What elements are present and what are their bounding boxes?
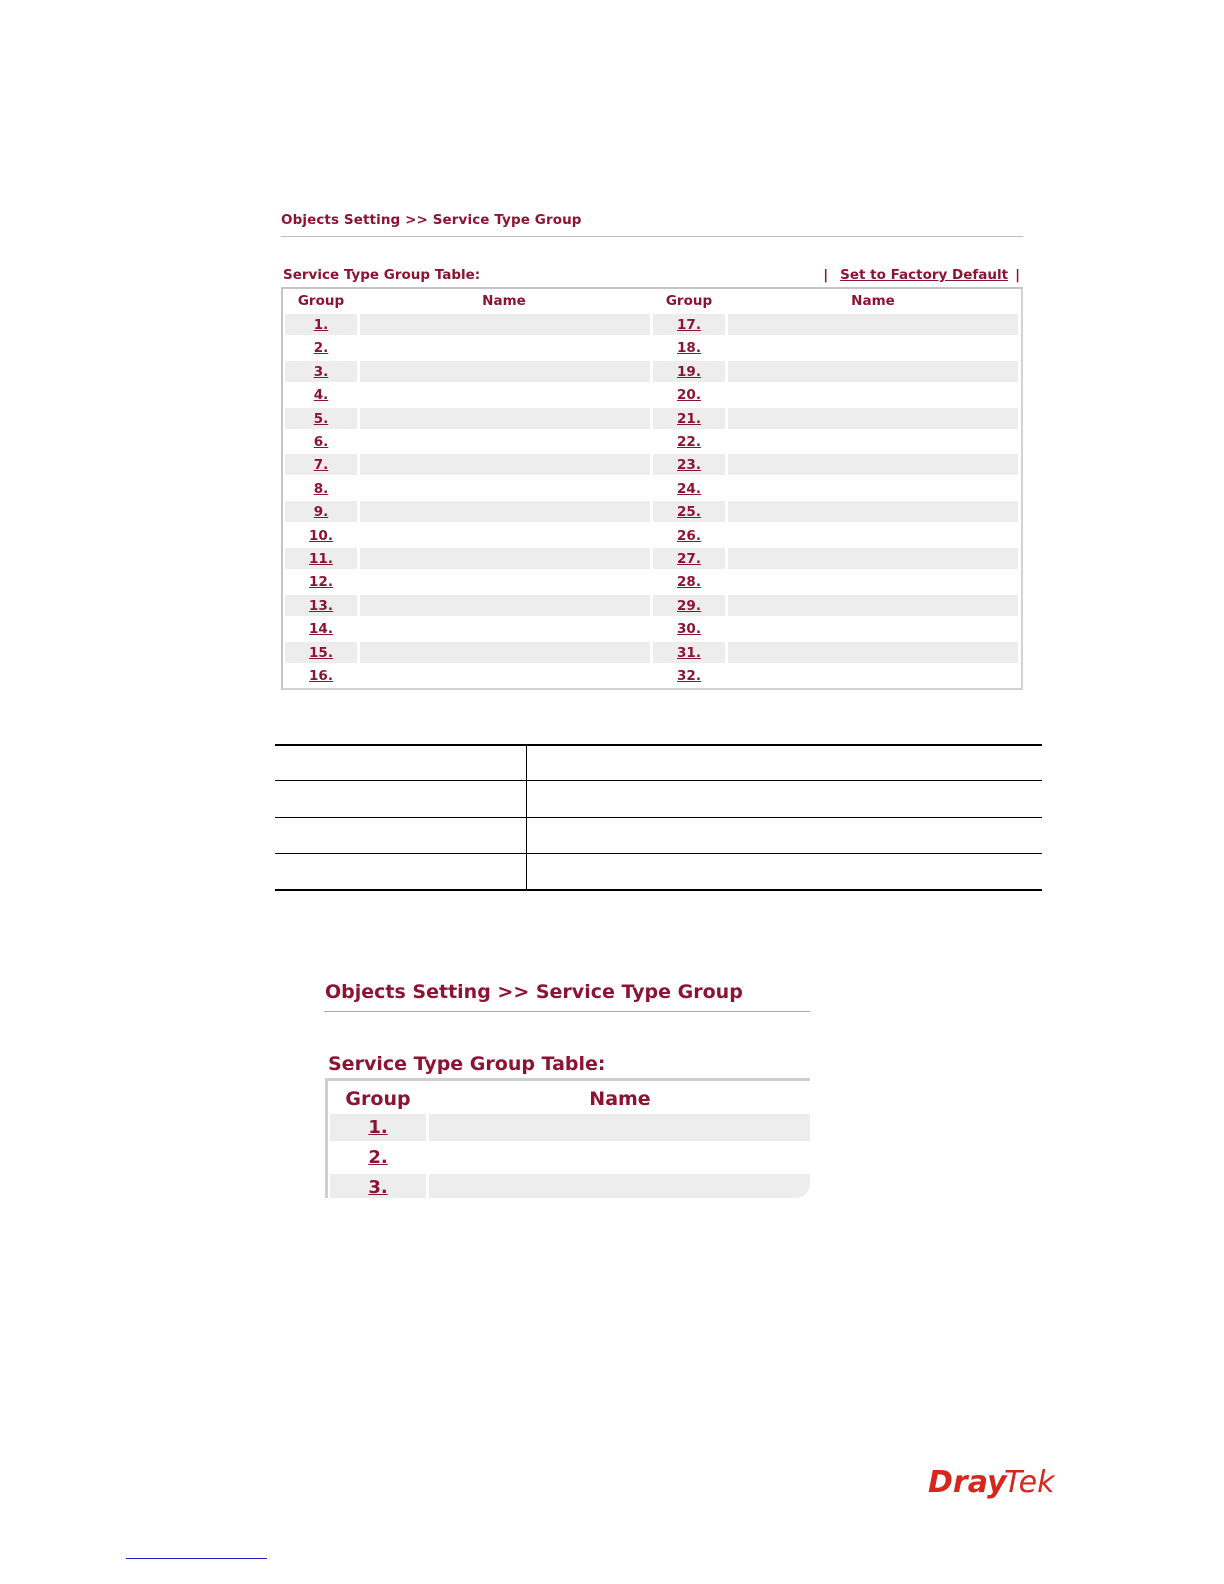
table-row-group-cell — [285, 454, 357, 475]
table-row-group-cell — [653, 314, 725, 335]
column-header-group: Group — [297, 293, 345, 309]
group-link[interactable]: 1. — [313, 316, 329, 333]
table-row-group-cell — [285, 501, 357, 522]
zoom-service-type-group-table — [325, 1078, 810, 1198]
table-row-group-cell — [653, 618, 725, 639]
table-row-group-cell — [285, 431, 357, 452]
table-row-name-cell — [728, 454, 1018, 475]
table-row-group-cell — [653, 478, 725, 499]
table-row-group-cell — [285, 337, 357, 358]
group-link[interactable]: 6. — [313, 433, 329, 450]
table-row-name-cell — [360, 642, 650, 663]
table-row-name-cell — [728, 478, 1018, 499]
table-row-name-cell — [728, 548, 1018, 569]
group-link[interactable]: 5. — [313, 410, 329, 427]
table-row-name-cell — [360, 665, 650, 686]
table-row-group-cell — [285, 384, 357, 405]
table-row-name-cell — [728, 665, 1018, 686]
footer-link-underline — [126, 1558, 267, 1559]
table-row-group-cell — [653, 361, 725, 382]
column-header-group: Group — [665, 293, 713, 309]
table-row-group-cell — [653, 665, 725, 686]
table-row-name-cell — [728, 361, 1018, 382]
logo-text-tek: Tek — [1004, 1465, 1055, 1500]
separator: | — [1015, 267, 1020, 283]
separator: | — [823, 267, 829, 283]
group-link[interactable]: 3. — [313, 363, 329, 380]
zoom-page-title: Objects Setting >> Service Type Group — [325, 981, 743, 1003]
table-row-name-cell — [360, 431, 650, 452]
zoom-table-row-group-cell — [330, 1144, 426, 1171]
table-row-name-cell — [728, 618, 1018, 639]
table-row-group-cell — [653, 501, 725, 522]
table-rule — [275, 817, 1042, 818]
zoom-table-row-group-cell — [330, 1114, 426, 1141]
table-row-name-cell — [728, 595, 1018, 616]
group-link[interactable]: 32. — [677, 667, 701, 684]
table-rule — [275, 744, 1042, 746]
group-link[interactable]: 21. — [677, 410, 701, 427]
table-row-name-cell — [360, 501, 650, 522]
group-link[interactable]: 18. — [677, 339, 701, 356]
table-row-group-cell — [653, 337, 725, 358]
table-border — [325, 1078, 810, 1081]
set-to-factory-default-link[interactable]: Set to Factory Default — [840, 267, 1009, 283]
table-row-group-cell — [285, 571, 357, 592]
group-link[interactable]: 19. — [677, 363, 701, 380]
table-row-group-cell — [285, 665, 357, 686]
table-row-name-cell — [728, 571, 1018, 592]
group-link[interactable]: 24. — [677, 480, 701, 497]
table-rule — [275, 780, 1042, 781]
group-link[interactable]: 13. — [309, 597, 333, 614]
table-row-name-cell — [360, 525, 650, 546]
table-row-name-cell — [728, 408, 1018, 429]
group-link[interactable]: 26. — [677, 527, 701, 544]
draytek-logo-mark — [928, 1462, 1058, 1504]
group-link[interactable]: 12. — [309, 573, 333, 590]
table-row-group-cell — [653, 454, 725, 475]
table-row-name-cell — [728, 337, 1018, 358]
column-header-name: Name — [482, 293, 526, 309]
group-link[interactable]: 28. — [677, 573, 701, 590]
description-table — [275, 744, 1042, 891]
table-row-name-cell — [360, 548, 650, 569]
zoom-table-row-group-cell — [330, 1174, 426, 1198]
table-row-name-cell — [728, 642, 1018, 663]
table-row-name-cell — [360, 618, 650, 639]
table-row-group-cell — [285, 408, 357, 429]
table-row-group-cell — [653, 642, 725, 663]
table-row-name-cell — [728, 525, 1018, 546]
table-row-group-cell — [285, 642, 357, 663]
table-row-group-cell — [285, 314, 357, 335]
group-link[interactable]: 16. — [309, 667, 333, 684]
table-border — [325, 1078, 328, 1198]
group-link[interactable]: 4. — [313, 386, 329, 403]
table-row-group-cell — [653, 408, 725, 429]
zoom-table-row-name-cell — [429, 1174, 810, 1198]
zoom-column-header-name: Name — [589, 1088, 651, 1110]
zoom-column-header-group: Group — [345, 1088, 411, 1110]
group-link[interactable]: 7. — [313, 456, 329, 473]
group-link[interactable]: 23. — [677, 456, 701, 473]
table-row-name-cell — [360, 384, 650, 405]
title-divider — [281, 236, 1023, 238]
group-link[interactable]: 29. — [677, 597, 701, 614]
table-row-name-cell — [360, 454, 650, 475]
group-link[interactable]: 10. — [309, 527, 333, 544]
group-link[interactable]: 20. — [677, 386, 701, 403]
table-row-name-cell — [360, 478, 650, 499]
column-header-name: Name — [851, 293, 895, 309]
table-rule — [275, 889, 1042, 891]
zoom-table-row-name-cell — [429, 1114, 810, 1141]
table-row-name-cell — [360, 595, 650, 616]
table-row-name-cell — [728, 314, 1018, 335]
table-row-group-cell — [285, 595, 357, 616]
table-row-name-cell — [360, 337, 650, 358]
column-divider — [526, 744, 527, 891]
table-row-name-cell — [728, 431, 1018, 452]
table-row-name-cell — [360, 408, 650, 429]
group-link[interactable]: 8. — [313, 480, 329, 497]
table-row-group-cell — [653, 571, 725, 592]
zoom-table-title: Service Type Group Table: — [328, 1053, 606, 1075]
group-link[interactable]: 14. — [309, 620, 333, 637]
table-row-name-cell — [728, 384, 1018, 405]
table-title: Service Type Group Table: — [283, 267, 481, 283]
table-row-name-cell — [360, 314, 650, 335]
factory-default-area — [811, 267, 1020, 283]
table-row-group-cell — [285, 548, 357, 569]
draytek-logo — [928, 1462, 1058, 1508]
table-row-group-cell — [653, 595, 725, 616]
zoom-group-link[interactable]: 3. — [368, 1177, 388, 1198]
group-link[interactable]: 9. — [313, 503, 329, 520]
table-row-group-cell — [285, 478, 357, 499]
table-row-group-cell — [285, 361, 357, 382]
zoom-table-row-name-cell — [429, 1144, 810, 1171]
group-link[interactable]: 30. — [677, 620, 701, 637]
table-rule — [275, 853, 1042, 854]
group-link[interactable]: 25. — [677, 503, 701, 520]
group-link[interactable]: 27. — [677, 550, 701, 567]
group-link[interactable]: 17. — [677, 316, 701, 333]
table-row-group-cell — [653, 431, 725, 452]
table-row-group-cell — [653, 548, 725, 569]
page-title: Objects Setting >> Service Type Group — [281, 212, 582, 228]
group-link[interactable]: 22. — [677, 433, 701, 450]
table-row-group-cell — [285, 618, 357, 639]
table-row-name-cell — [728, 501, 1018, 522]
table-row-group-cell — [285, 525, 357, 546]
zoom-group-link[interactable]: 2. — [368, 1147, 388, 1168]
group-link[interactable]: 31. — [677, 644, 701, 661]
table-row-name-cell — [360, 571, 650, 592]
logo-text-dray: Dray — [928, 1465, 1007, 1500]
group-link[interactable]: 11. — [309, 550, 333, 567]
zoom-group-link[interactable]: 1. — [368, 1117, 388, 1138]
group-link[interactable]: 15. — [309, 644, 333, 661]
zoom-title-divider — [324, 1011, 810, 1012]
table-row-name-cell — [360, 361, 650, 382]
table-row-group-cell — [653, 384, 725, 405]
group-link[interactable]: 2. — [313, 339, 329, 356]
table-row-group-cell — [653, 525, 725, 546]
